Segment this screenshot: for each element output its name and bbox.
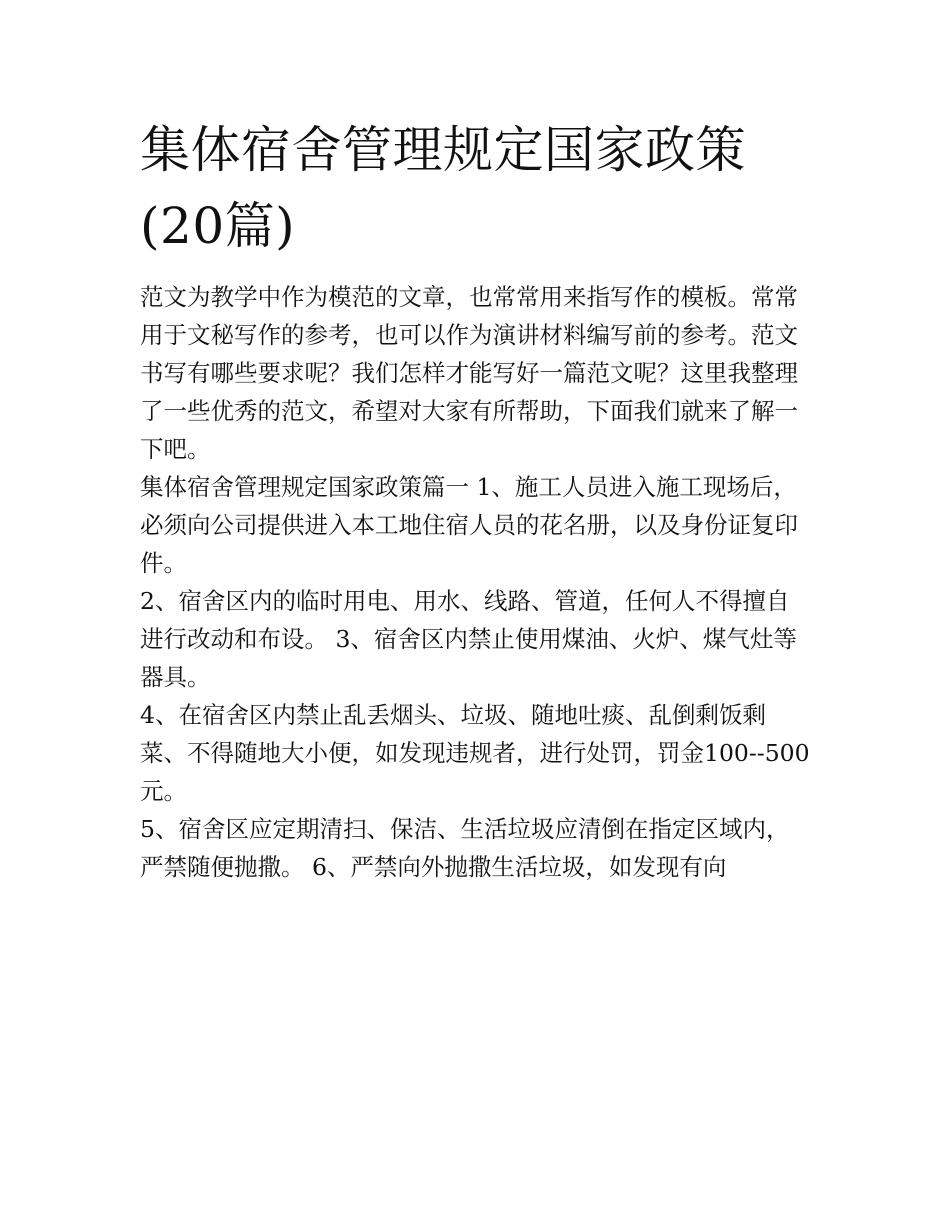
rule-paragraph-5: 5、宿舍区应定期清扫、保洁、生活垃圾应清倒在指定区域内，严禁随便抛撒。 6、严禁向外抛撒生活垃圾，如发现有向 (140, 815, 790, 881)
document-title: 集体宿舍管理规定国家政策(20篇) (140, 121, 746, 255)
intro-paragraph: 范文为教学中作为模范的文章，也常常用来指写作的模板。常常用于文秘写作的参考，也可以作为演讲材料编写前的参考。范文书写有哪些要求呢？我们怎样才能写好一篇范文呢？这里我整理了一些优秀的范文，希望对大家有所帮助，下面我们就来了解一下吧。 (140, 283, 798, 463)
rule-paragraph-1: 集体宿舍管理规定国家政策篇一 1、施工人员进入施工现场后，必须向公司提供进入本工地住宿人员的花名册，以及身份证复印件。 (140, 473, 798, 577)
document-page (140, 112, 812, 886)
rule-paragraph-2: 2、宿舍区内的临时用电、用水、线路、管道，任何人不得擅自进行改动和布设。 3、宿舍区内禁止使用煤油、火炉、煤气灶等器具。 (140, 587, 797, 691)
rule-paragraph-4: 4、在宿舍区内禁止乱丢烟头、垃圾、随地吐痰、乱倒剩饭剩菜、不得随地大小便，如发现违规者，进行处罚，罚金100--500元。 (140, 701, 810, 805)
